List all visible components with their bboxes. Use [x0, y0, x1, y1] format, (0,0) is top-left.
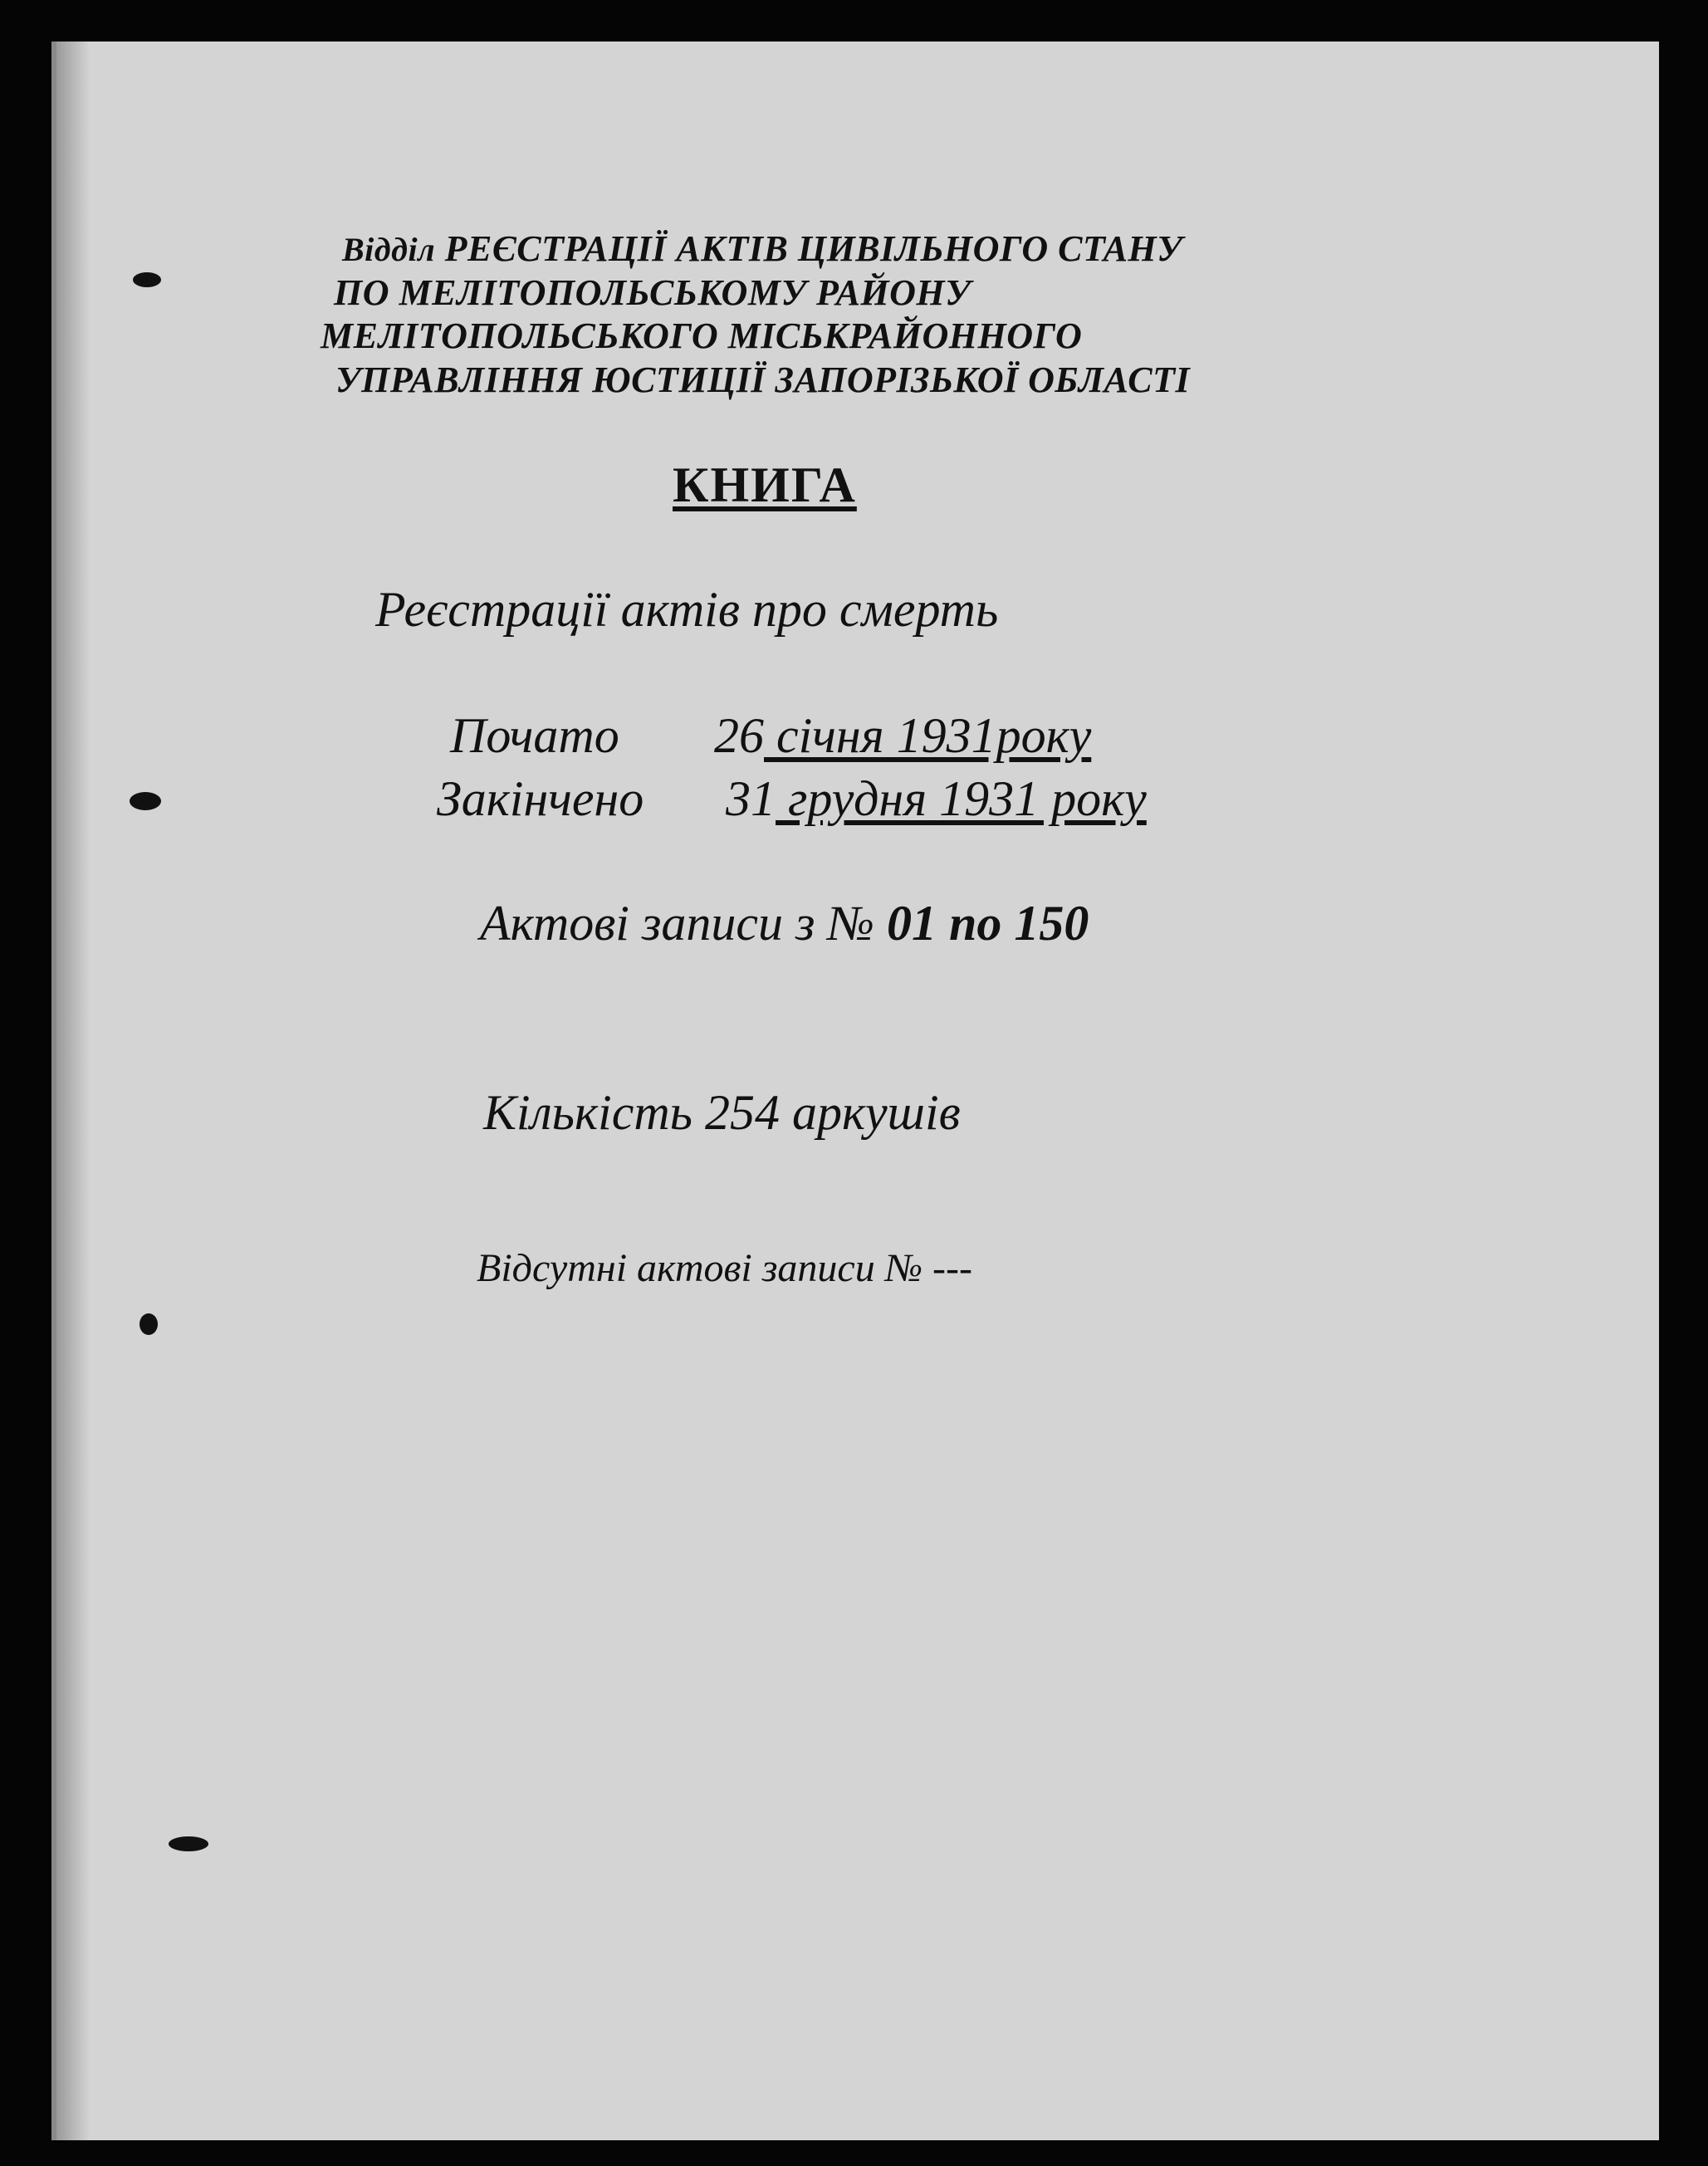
header-line-1-prefix: Відділ — [342, 231, 436, 268]
punch-hole — [130, 792, 161, 810]
header-line-3: МЕЛІТОПОЛЬСЬКОГО МІСЬКРАЙОННОГО — [321, 315, 1083, 356]
records-prefix: Актові записи з № — [480, 896, 887, 951]
finished-label: Закінчено — [437, 771, 644, 826]
header-line-1 — [342, 227, 1182, 270]
records-middle: по — [937, 896, 1015, 951]
header-line-1-text: РЕЄСТРАЦІЇ АКТІВ ЦИВІЛЬНОГО СТАНУ — [444, 228, 1183, 269]
records-from: 01 — [887, 896, 937, 951]
punch-hole — [169, 1836, 208, 1851]
book-subtitle: Реєстрації актів про смерть — [375, 582, 999, 637]
finished-date — [726, 770, 1147, 828]
records-to: 150 — [1014, 896, 1089, 951]
punch-hole — [139, 1313, 158, 1335]
missing-records: Відсутні актові записи № --- — [477, 1246, 972, 1290]
started-label: Почато — [450, 708, 619, 763]
started-month-year: січня 1931року — [764, 708, 1092, 763]
header-line-2: ПО МЕЛІТОПОЛЬСЬКОМУ РАЙОНУ — [334, 272, 971, 313]
started-date — [714, 707, 1091, 765]
sheet-count: Кількість 254 аркушів — [483, 1085, 961, 1140]
book-title: КНИГА — [673, 457, 857, 512]
finished-day: 31 — [726, 771, 776, 826]
punch-hole — [133, 272, 161, 287]
finished-month-year: грудня 1931 року — [776, 771, 1147, 826]
header-line-4: УПРАВЛІННЯ ЮСТИЦІЇ ЗАПОРІЗЬКОЇ ОБЛАСТІ — [335, 359, 1191, 400]
records-range — [480, 895, 1089, 952]
started-day: 26 — [714, 708, 764, 763]
